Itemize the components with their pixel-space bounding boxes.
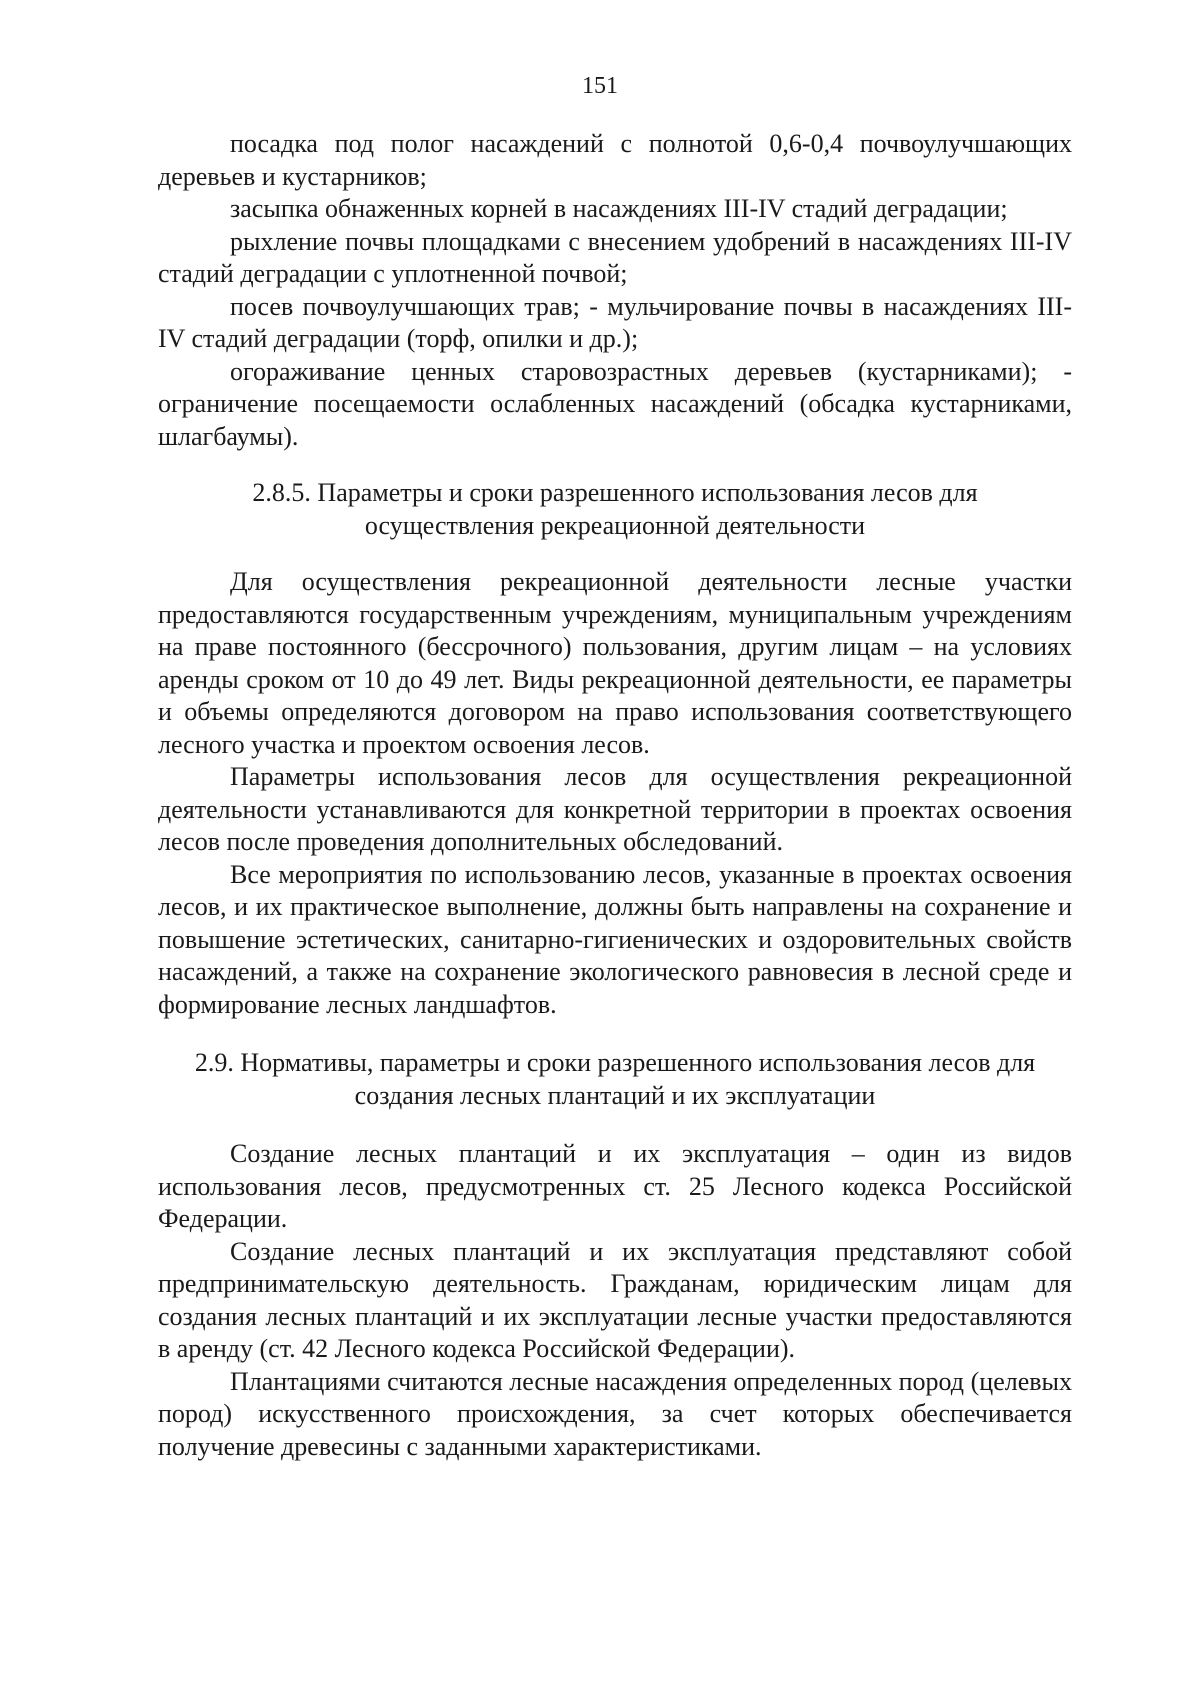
section-heading-2-8-5 <box>158 477 1072 542</box>
section-heading-2-9 <box>158 1047 1072 1112</box>
list-item: рыхление почвы площадками с внесением удобрений в насаждениях III-IV стадий деградации с уплотненной почвой; <box>158 226 1072 288</box>
list-item: посадка под полог насаждений с полнотой 0,6-0,4 почвоулучшающих деревьев и кустарников; <box>158 129 1072 191</box>
heading-line: 2.9. Нормативы, параметры и сроки разрешенного использования лесов для <box>194 1048 1036 1077</box>
page-number: 151 <box>582 73 618 99</box>
body-paragraph: Плантациями считаются лесные насаждения определенных пород (целевых пород) искусственного происхождения, за счет которых обеспечивается получение древесины с заданными характеристиками. <box>158 1366 1072 1461</box>
body-paragraph: Создание лесных плантаций и их эксплуатация представляют собой предпринимательскую деятельность. Гражданам, юридическим лицам для создания лесных плантаций и их эксплуатации лесные участки предоставляются в аренду (ст. 42 Лесного кодекса Российской Федерации). <box>158 1236 1072 1363</box>
heading-line: осуществления рекреационной деятельности <box>364 510 866 540</box>
body-paragraph: Для осуществления рекреационной деятельности лесные участки предоставляются государственным учреждениям, муниципальным учреждениям на праве постоянного (бессрочного) пользования, другим лицам – на условиях аренды сроком от 10 до 49 лет. Виды рекреационной деятельности, ее параметры и объемы определяются договором на право использования соответствующего лесного участка и проектом освоения лесов. <box>158 567 1072 759</box>
body-paragraph: Создание лесных плантаций и их эксплуатация – один из видов использования лесов, предусмотренных ст. 25 Лесного кодекса Российской Федерации. <box>158 1139 1072 1233</box>
body-paragraph: Параметры использования лесов для осуществления рекреационной деятельности устанавливаются для конкретной территории в проектах освоения лесов после проведения дополнительных обследований. <box>158 762 1072 856</box>
list-item: посев почвоулучшающих трав; - мульчирование почвы в насаждениях III-IV стадий деградации (торф, опилки и др.); <box>158 291 1072 353</box>
heading-line: 2.8.5. Параметры и сроки разрешенного использования лесов для <box>252 478 978 507</box>
list-item: огораживание ценных старовозрастных деревьев (кустарниками); - ограничение посещаемости ослабленных насаждений (обсадка кустарниками, шлагбаумы). <box>158 356 1072 451</box>
heading-line: создания лесных плантаций и их эксплуатации <box>354 1080 876 1110</box>
body-paragraph: Все мероприятия по использованию лесов, указанные в проектах освоения лесов, и их практическое выполнение, должны быть направлены на сохранение и повышение эстетических, санитарно-гигиенических и оздоровительных свойств насаждений, а также на сохранение экологического равновесия в лесной среде и формирование лесных ландшафтов. <box>158 859 1072 1019</box>
document-body <box>158 128 1072 1463</box>
list-item: засыпка обнаженных корней в насаждениях III-IV стадий деградации; <box>230 194 1008 223</box>
